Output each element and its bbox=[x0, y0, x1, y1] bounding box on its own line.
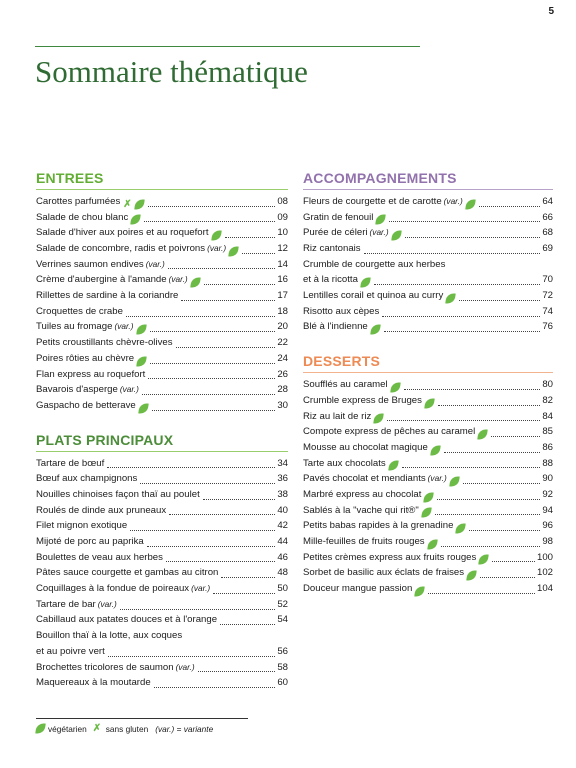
gluten-free-icon: ✗ bbox=[123, 198, 132, 210]
variant-tag: (var.) bbox=[168, 274, 188, 285]
entry-icons bbox=[137, 356, 147, 367]
entry-icons bbox=[371, 324, 381, 335]
page-number-ref: 56 bbox=[277, 645, 288, 657]
legend-vegetarian-label: végétarien bbox=[48, 723, 87, 734]
dot-leader bbox=[144, 221, 275, 222]
page-number-ref: 09 bbox=[277, 211, 288, 223]
entry-title: Mousse au chocolat magique bbox=[303, 441, 428, 453]
toc-entry[interactable] bbox=[36, 565, 288, 581]
leaf-icon bbox=[360, 277, 370, 289]
variant-tag: (var.) bbox=[175, 661, 195, 672]
leaf-icon bbox=[388, 460, 398, 472]
page-number-ref: 08 bbox=[277, 195, 288, 207]
entry-title: Riz au lait de riz bbox=[303, 410, 372, 422]
entry-title: Douceur mangue passion bbox=[303, 583, 413, 595]
page-number-ref: 60 bbox=[277, 677, 288, 689]
entry-title: Crumble express de Bruges bbox=[303, 394, 422, 406]
page-number-ref: 69 bbox=[542, 243, 553, 255]
dot-leader bbox=[166, 561, 275, 562]
section-heading-plats-principaux: PLATS PRINCIPAUX bbox=[36, 432, 288, 452]
entry-title: Gratin de fenouil bbox=[303, 211, 374, 223]
toc-entry[interactable] bbox=[36, 351, 288, 367]
entry-title: Petits croustillants chèvre-olives bbox=[36, 337, 173, 349]
dot-leader bbox=[438, 405, 540, 406]
toc-entry[interactable] bbox=[36, 597, 288, 613]
page-number-ref: 54 bbox=[277, 614, 288, 626]
entry-icons bbox=[446, 293, 456, 304]
entry-title: Flan express au roquefort bbox=[36, 368, 146, 380]
entry-icons bbox=[391, 382, 401, 393]
dot-leader bbox=[441, 546, 541, 547]
entry-title: Coquillages à la fondue de poireaux bbox=[36, 583, 190, 595]
entry-icons bbox=[456, 523, 466, 534]
toc-entry[interactable] bbox=[303, 487, 553, 503]
entry-title: Poires rôties au chèvre bbox=[36, 352, 135, 364]
dot-leader bbox=[150, 331, 276, 332]
toc-entry[interactable] bbox=[36, 581, 288, 597]
leaf-icon bbox=[449, 475, 459, 487]
leaf-icon bbox=[370, 324, 380, 336]
dot-leader bbox=[479, 206, 541, 207]
page-number-ref: 100 bbox=[536, 551, 553, 563]
entry-icons bbox=[139, 403, 149, 414]
toc-entry[interactable] bbox=[36, 367, 288, 383]
page-number-ref: 66 bbox=[542, 211, 553, 223]
page-number-ref: 14 bbox=[277, 258, 288, 270]
dot-leader bbox=[154, 687, 276, 688]
entry-icons bbox=[374, 413, 384, 424]
section-accompagnements bbox=[303, 170, 553, 335]
entry-title: Nouilles chinoises façon thaï au poulet bbox=[36, 488, 200, 500]
page-number-ref: 84 bbox=[542, 410, 553, 422]
leaf-icon bbox=[424, 491, 434, 503]
page-number-ref: 18 bbox=[277, 305, 288, 317]
title-rule bbox=[35, 46, 420, 47]
variant-tag: (var.) bbox=[369, 227, 389, 238]
entry-title: Salade d'hiver aux poires et au roquefort bbox=[36, 227, 209, 239]
dot-leader bbox=[382, 316, 540, 317]
entry-title: Salade de concombre, radis et poivrons bbox=[36, 243, 206, 255]
page-number-ref: 58 bbox=[277, 661, 288, 673]
entry-title: Compote express de pêches au caramel bbox=[303, 426, 476, 438]
toc-entry[interactable] bbox=[36, 456, 288, 472]
toc-entry[interactable] bbox=[36, 613, 288, 629]
dot-leader bbox=[435, 514, 541, 515]
entry-icons bbox=[422, 507, 432, 518]
dot-leader bbox=[126, 316, 275, 317]
dot-leader bbox=[220, 624, 275, 625]
entry-title: Tarte aux chocolats bbox=[303, 457, 386, 469]
page-number-ref: 24 bbox=[277, 352, 288, 364]
leaf-icon bbox=[427, 538, 437, 550]
toc-entry[interactable] bbox=[36, 272, 288, 288]
entry-title: Cabillaud aux patates douces et à l'orange bbox=[36, 614, 218, 626]
entry-title: Maquereaux à la moutarde bbox=[36, 677, 151, 689]
page-number-ref: 34 bbox=[277, 457, 288, 469]
page-number-ref: 98 bbox=[542, 536, 553, 548]
dot-leader bbox=[108, 656, 276, 657]
toc-entry[interactable] bbox=[303, 210, 553, 226]
toc-entry[interactable] bbox=[36, 550, 288, 566]
entry-icons bbox=[424, 492, 434, 503]
toc-entry[interactable] bbox=[36, 241, 288, 257]
toc-entry[interactable] bbox=[303, 241, 553, 257]
page-number-ref: 76 bbox=[542, 321, 553, 333]
leaf-icon bbox=[391, 229, 401, 241]
leaf-icon bbox=[446, 292, 456, 304]
entry-title: Tartare de bar bbox=[36, 598, 96, 610]
dot-leader bbox=[204, 284, 276, 285]
entry-title: Carottes parfumées bbox=[36, 195, 121, 207]
section-entrees bbox=[36, 170, 288, 414]
entry-title: Fleurs de courgette et de carotte bbox=[303, 195, 442, 207]
toc-entry[interactable] bbox=[36, 518, 288, 534]
toc-entry[interactable] bbox=[36, 398, 288, 414]
toc-entry[interactable] bbox=[303, 550, 553, 566]
entry-title: Crumble de courgette aux herbes bbox=[303, 258, 446, 270]
entry-title: Risotto aux cèpes bbox=[303, 305, 380, 317]
leaf-icon bbox=[374, 413, 384, 425]
toc-entry[interactable] bbox=[36, 225, 288, 241]
entry-icons bbox=[131, 214, 141, 225]
page-number-ref: 36 bbox=[277, 473, 288, 485]
entry-icons bbox=[392, 230, 402, 241]
page-number-ref: 102 bbox=[536, 567, 553, 579]
toc-entry[interactable] bbox=[36, 471, 288, 487]
page-number-ref: 80 bbox=[542, 379, 553, 391]
leaf-icon bbox=[211, 229, 221, 241]
dot-leader bbox=[491, 436, 540, 437]
leaf-icon bbox=[136, 324, 146, 336]
page-number-ref: 74 bbox=[542, 305, 553, 317]
page-number-ref: 64 bbox=[542, 195, 553, 207]
dot-leader bbox=[213, 593, 275, 594]
dot-leader bbox=[150, 363, 275, 364]
toc-entry[interactable] bbox=[303, 471, 553, 487]
entry-title: Tartare de bœuf bbox=[36, 457, 105, 469]
leaf-icon bbox=[376, 214, 386, 226]
entry-title: Lentilles corail et quinoa au curry bbox=[303, 290, 444, 302]
entry-title: Riz cantonais bbox=[303, 243, 361, 255]
entry-icons bbox=[467, 570, 477, 581]
toc-entry[interactable] bbox=[36, 304, 288, 320]
page-number: 5 bbox=[548, 6, 554, 17]
dot-leader bbox=[168, 268, 276, 269]
page-number-ref: 86 bbox=[542, 441, 553, 453]
dot-leader bbox=[463, 483, 541, 484]
entry-icons bbox=[191, 277, 201, 288]
toc-entry[interactable] bbox=[36, 382, 288, 398]
leaf-icon bbox=[138, 402, 148, 414]
dot-leader bbox=[364, 253, 541, 254]
toc-entry[interactable] bbox=[36, 628, 288, 644]
page-number-ref: 85 bbox=[542, 426, 553, 438]
entry-icons bbox=[123, 199, 145, 210]
entry-title: Verrines saumon endives bbox=[36, 258, 144, 270]
entry-icons bbox=[466, 199, 476, 210]
legend-gluten-free-label: sans gluten bbox=[105, 723, 149, 734]
dot-leader bbox=[428, 593, 535, 594]
variant-tag: (var.) bbox=[207, 243, 227, 254]
toc-entry[interactable] bbox=[36, 675, 288, 691]
page-number-ref: 94 bbox=[542, 504, 553, 516]
leaf-icon bbox=[415, 585, 425, 597]
entry-title: Bœuf aux champignons bbox=[36, 473, 138, 485]
dot-leader bbox=[402, 467, 541, 468]
page-number-ref: 22 bbox=[277, 337, 288, 349]
toc-entry[interactable] bbox=[303, 272, 553, 288]
entry-title: Blé à l'indienne bbox=[303, 321, 368, 333]
page-number-ref: 96 bbox=[542, 520, 553, 532]
toc-entry[interactable] bbox=[36, 487, 288, 503]
toc-entry[interactable] bbox=[303, 409, 553, 425]
right-column bbox=[303, 170, 553, 615]
entry-title: Filet mignon exotique bbox=[36, 520, 128, 532]
dot-leader bbox=[147, 546, 276, 547]
variant-tag: (var.) bbox=[427, 473, 447, 484]
entry-title: Boulettes de veau aux herbes bbox=[36, 551, 163, 563]
page-number-ref: 46 bbox=[277, 551, 288, 563]
dot-leader bbox=[469, 530, 540, 531]
toc-entry[interactable] bbox=[36, 288, 288, 304]
toc-entry[interactable] bbox=[303, 225, 553, 241]
leaf-icon bbox=[466, 570, 476, 582]
dot-leader bbox=[221, 577, 275, 578]
variant-tag: (var.) bbox=[443, 195, 463, 206]
dot-leader bbox=[169, 514, 275, 515]
gluten-free-icon: ✗ bbox=[92, 723, 102, 734]
legend bbox=[36, 718, 248, 734]
entry-title: Soufflés au caramel bbox=[303, 379, 388, 391]
dot-leader bbox=[405, 237, 541, 238]
page-number-ref: 12 bbox=[277, 243, 288, 255]
page-number-ref: 88 bbox=[542, 457, 553, 469]
leaf-icon bbox=[424, 397, 434, 409]
leaf-icon bbox=[478, 428, 488, 440]
toc-entry[interactable] bbox=[36, 503, 288, 519]
dot-leader bbox=[152, 410, 276, 411]
toc-entry[interactable] bbox=[303, 424, 553, 440]
leaf-icon bbox=[190, 277, 200, 289]
dot-leader bbox=[387, 420, 540, 421]
dot-leader bbox=[130, 530, 275, 531]
entry-title: Bavarois d'asperge bbox=[36, 384, 118, 396]
toc-entry[interactable] bbox=[36, 210, 288, 226]
dot-leader bbox=[437, 499, 540, 500]
page-number-ref: 20 bbox=[277, 321, 288, 333]
entry-title: Sablés à la "vache qui rit®" bbox=[303, 504, 419, 516]
entry-title: Tuiles au fromage bbox=[36, 321, 113, 333]
entry-title: et à la ricotta bbox=[303, 274, 358, 286]
entry-title: Brochettes tricolores de saumon bbox=[36, 661, 174, 673]
page-number-ref: 90 bbox=[542, 473, 553, 485]
dot-leader bbox=[148, 378, 275, 379]
variant-tag: (var.) bbox=[114, 321, 134, 332]
section-plats-principaux bbox=[36, 432, 288, 691]
leaf-icon bbox=[131, 214, 141, 226]
page-number-ref: 40 bbox=[277, 504, 288, 516]
dot-leader bbox=[181, 300, 275, 301]
page-number-ref: 52 bbox=[277, 598, 288, 610]
page-number-ref: 68 bbox=[542, 227, 553, 239]
page-number-ref: 28 bbox=[277, 384, 288, 396]
dot-leader bbox=[492, 561, 535, 562]
page-number-ref: 50 bbox=[277, 583, 288, 595]
page-number-ref: 44 bbox=[277, 536, 288, 548]
entry-icons bbox=[425, 398, 435, 409]
entry-title: Pavés chocolat et mendiants bbox=[303, 473, 426, 485]
entry-icons bbox=[431, 445, 441, 456]
leaf-icon bbox=[465, 198, 475, 210]
entry-title: Pâtes sauce courgette et gambas au citron bbox=[36, 567, 219, 579]
entry-title: Salade de chou blanc bbox=[36, 211, 129, 223]
leaf-icon bbox=[35, 722, 45, 734]
entry-icons bbox=[479, 554, 489, 565]
page-number-ref: 17 bbox=[277, 290, 288, 302]
page-number-ref: 42 bbox=[277, 520, 288, 532]
dot-leader bbox=[142, 394, 275, 395]
leaf-icon bbox=[479, 554, 489, 566]
dot-leader bbox=[107, 467, 275, 468]
entry-title: Roulés de dinde aux pruneaux bbox=[36, 504, 167, 516]
toc-entry[interactable] bbox=[303, 377, 553, 393]
dot-leader bbox=[148, 206, 275, 207]
section-heading-desserts: DESSERTS bbox=[303, 353, 553, 373]
toc-entry[interactable] bbox=[36, 320, 288, 336]
entry-icons bbox=[361, 277, 371, 288]
toc-entry[interactable] bbox=[303, 503, 553, 519]
page-title: Sommaire thématique bbox=[35, 54, 308, 89]
leaf-icon bbox=[135, 198, 145, 210]
dot-leader bbox=[444, 452, 541, 453]
left-column bbox=[36, 170, 288, 709]
section-heading-entrees: ENTREES bbox=[36, 170, 288, 190]
leaf-icon bbox=[421, 507, 431, 519]
toc-entry[interactable] bbox=[303, 320, 553, 336]
page-number-ref: 70 bbox=[542, 274, 553, 286]
entry-title: Marbré express au chocolat bbox=[303, 488, 422, 500]
entry-title: Bouillon thaï à la lotte, aux coques bbox=[36, 630, 183, 642]
variant-tag: (var.) bbox=[145, 258, 165, 269]
dot-leader bbox=[480, 577, 535, 578]
leaf-icon bbox=[430, 444, 440, 456]
dot-leader bbox=[242, 253, 275, 254]
page-number-ref: 10 bbox=[277, 227, 288, 239]
entry-title: Rillettes de sardine à la coriandre bbox=[36, 290, 179, 302]
page-number-ref: 104 bbox=[536, 583, 553, 595]
toc-entry[interactable] bbox=[303, 257, 553, 273]
leaf-icon bbox=[228, 245, 238, 257]
page-number-ref: 72 bbox=[542, 290, 553, 302]
dot-leader bbox=[203, 499, 276, 500]
dot-leader bbox=[140, 483, 275, 484]
variant-tag: (var.) bbox=[119, 384, 139, 395]
toc-entry[interactable] bbox=[303, 456, 553, 472]
toc-entry[interactable] bbox=[303, 581, 553, 597]
entry-title: Mijoté de porc au paprika bbox=[36, 536, 144, 548]
page-number-ref: 16 bbox=[277, 274, 288, 286]
entry-icons bbox=[229, 246, 239, 257]
dot-leader bbox=[389, 221, 540, 222]
entry-title: Petites crèmes express aux fruits rouges bbox=[303, 551, 477, 563]
variant-tag: (var.) bbox=[191, 583, 211, 594]
entry-icons bbox=[212, 230, 222, 241]
dot-leader bbox=[120, 609, 276, 610]
page-number-ref: 30 bbox=[277, 399, 288, 411]
toc-entry[interactable] bbox=[36, 660, 288, 676]
toc-entry[interactable] bbox=[303, 534, 553, 550]
legend-variant-note: (var.) = variante bbox=[155, 723, 214, 734]
toc-entry[interactable] bbox=[303, 440, 553, 456]
entry-title: Petits babas rapides à la grenadine bbox=[303, 520, 454, 532]
toc-entry[interactable] bbox=[303, 393, 553, 409]
toc-entry[interactable] bbox=[36, 644, 288, 660]
entry-title: Crème d'aubergine à l'amande bbox=[36, 274, 167, 286]
toc-entry[interactable] bbox=[303, 518, 553, 534]
entry-title: Croquettes de crabe bbox=[36, 305, 123, 317]
page-number-ref: 48 bbox=[277, 567, 288, 579]
entry-title: Gaspacho de betterave bbox=[36, 399, 136, 411]
entry-title: Purée de céleri bbox=[303, 227, 368, 239]
entry-icons bbox=[478, 429, 488, 440]
dot-leader bbox=[404, 389, 541, 390]
page-number-ref: 92 bbox=[542, 488, 553, 500]
toc-entry[interactable] bbox=[303, 304, 553, 320]
section-desserts bbox=[303, 353, 553, 597]
page-number-ref: 26 bbox=[277, 368, 288, 380]
leaf-icon bbox=[456, 522, 466, 534]
dot-leader bbox=[198, 671, 276, 672]
toc-entry[interactable] bbox=[303, 194, 553, 210]
entry-title: et au poivre vert bbox=[36, 645, 105, 657]
entry-icons bbox=[428, 539, 438, 550]
toc-entry[interactable] bbox=[36, 335, 288, 351]
toc-entry[interactable] bbox=[36, 194, 288, 210]
leaf-icon bbox=[390, 381, 400, 393]
dot-leader bbox=[374, 284, 540, 285]
entry-icons bbox=[137, 324, 147, 335]
toc-entry[interactable] bbox=[36, 257, 288, 273]
dot-leader bbox=[384, 331, 541, 332]
page-number-ref: 82 bbox=[542, 394, 553, 406]
toc-entry[interactable] bbox=[303, 288, 553, 304]
dot-leader bbox=[459, 300, 540, 301]
entry-icons bbox=[450, 476, 460, 487]
page-number-ref: 38 bbox=[277, 488, 288, 500]
entry-title: Sorbet de basilic aux éclats de fraises bbox=[303, 567, 465, 579]
entry-icons bbox=[415, 586, 425, 597]
entry-title: Mille-feuilles de fruits rouges bbox=[303, 536, 425, 548]
toc-entry[interactable] bbox=[36, 534, 288, 550]
entry-icons bbox=[376, 214, 386, 225]
toc-entry[interactable] bbox=[303, 565, 553, 581]
dot-leader bbox=[225, 237, 276, 238]
variant-tag: (var.) bbox=[97, 598, 117, 609]
section-heading-accompagnements: ACCOMPAGNEMENTS bbox=[303, 170, 553, 190]
dot-leader bbox=[176, 347, 276, 348]
entry-icons bbox=[389, 460, 399, 471]
leaf-icon bbox=[136, 355, 146, 367]
